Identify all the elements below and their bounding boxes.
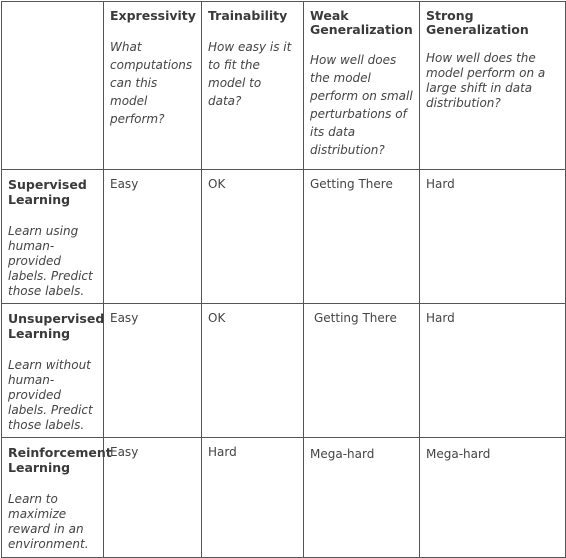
- column-title: Expressivity: [110, 8, 196, 23]
- cell-value: Easy: [110, 311, 139, 325]
- value-cell: [420, 170, 566, 304]
- value-cell: [202, 170, 304, 304]
- cell-value: Getting There: [314, 311, 397, 325]
- table-row: [2, 170, 566, 304]
- value-cell: [202, 304, 304, 438]
- column-description: What computations can this model perform?: [110, 40, 193, 126]
- value-cell: [104, 304, 202, 438]
- header-row: [2, 2, 566, 170]
- value-cell: [104, 438, 202, 558]
- cell-value: Easy: [110, 177, 139, 191]
- table-row: [2, 304, 566, 438]
- column-description: How well does the model perform on small perturbations of its data distribution?: [310, 53, 413, 157]
- corner-cell: [2, 2, 104, 170]
- value-cell: [304, 438, 420, 558]
- column-title: Strong Generalization: [426, 8, 529, 37]
- value-cell: [104, 170, 202, 304]
- cell-value: Hard: [426, 177, 455, 191]
- cell-value: Hard: [426, 311, 455, 325]
- column-title: Trainability: [208, 8, 288, 23]
- row-description: Learn to maximize reward in an environment.: [8, 492, 89, 551]
- header-cell-strong-generalization: [420, 2, 566, 170]
- column-description: How well does the model perform on a large shift in data distribution?: [426, 51, 546, 110]
- row-description: Learn without human-provided labels. Predict those labels.: [8, 358, 93, 432]
- value-cell: [420, 438, 566, 558]
- header-cell-expressivity: [104, 2, 202, 170]
- row-title: Supervised Learning: [8, 177, 87, 207]
- row-description: Learn using human-provided labels. Predict those labels.: [8, 224, 93, 298]
- row-title: Unsupervised Learning: [8, 311, 105, 341]
- row-header-cell: [2, 438, 112, 558]
- cell-value: Mega-hard: [310, 447, 375, 461]
- comparison-table: [1, 1, 566, 558]
- cell-value: Hard: [208, 445, 237, 459]
- value-cell: [202, 438, 304, 558]
- header-cell-weak-generalization: [304, 2, 420, 170]
- value-cell: [304, 170, 420, 304]
- row-header-cell: [2, 304, 104, 438]
- cell-value: Mega-hard: [426, 447, 491, 461]
- cell-value: OK: [208, 177, 226, 191]
- header-cell-trainability: [202, 2, 304, 170]
- cell-value: Getting There: [310, 177, 393, 191]
- cell-value: Easy: [110, 445, 139, 459]
- cell-value: OK: [208, 311, 226, 325]
- value-cell: [304, 304, 420, 438]
- table-row: [2, 438, 566, 558]
- row-title: Reinforcement Learning: [8, 445, 112, 475]
- column-description: How easy is it to fit the model to data?: [208, 40, 292, 108]
- column-title: Weak Generalization: [310, 8, 413, 37]
- value-cell: [420, 304, 566, 438]
- row-header-cell: [2, 170, 104, 304]
